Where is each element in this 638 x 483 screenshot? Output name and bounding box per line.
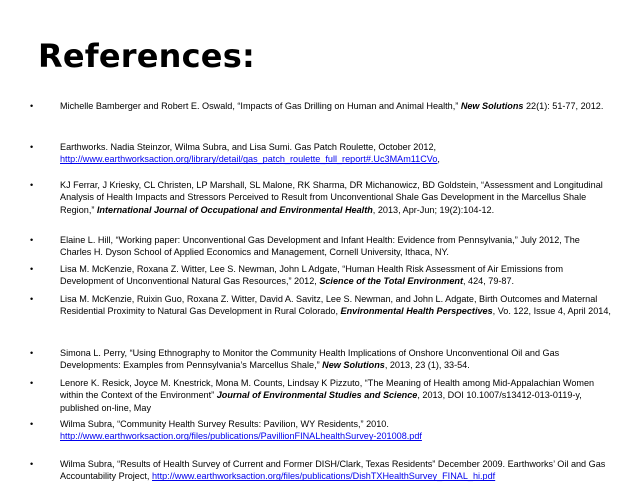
journal-title: New Solutions <box>460 101 524 111</box>
bullet-marker: • <box>30 264 34 274</box>
reference-text: Lenore K. Resick, Joyce M. Knestrick, Mona M. Counts, Lindsay K Pizzuto, “The Meaning of Health among Mid-Appalachian Women within the Context of the Environment” <box>60 378 595 401</box>
reference-link[interactable]: http://www.earthworksaction.org/library/detail/gas_patch_roulette_full_report#.Uc3MAm11CVo <box>60 154 438 165</box>
bullet-marker: • <box>30 180 34 190</box>
reference-text: , 424, 79-87. <box>462 276 515 287</box>
reference-text: Lisa M. McKenzie, Ruixin Guo, Roxana Z. Witter, David A. Savitz, Lee S. Newman, and John L. Adgate, Birth Outcomes and Maternal Residential Proximity to Natural Gas Development in Rural Colorado, <box>60 294 598 317</box>
reference-item <box>30 234 612 259</box>
bullet-marker: • <box>30 294 34 304</box>
reference-text: Simona L. Perry, “Using Ethnography to Monitor the Community Health Implications of Onshore Unconventional Oil and Gas Developments: Examples from Pennsylvania’s Marcellus Shale,” <box>60 348 560 371</box>
reference-text: , 2013, 23 (1), 33-54. <box>384 360 470 371</box>
bullet-marker: • <box>30 378 34 388</box>
reference-item <box>30 141 612 166</box>
reference-item <box>30 263 612 288</box>
reference-item <box>30 293 612 318</box>
reference-link[interactable]: http://www.earthworksaction.org/files/publications/PavillionFINALhealthSurvey-201008.pdf <box>60 431 422 442</box>
reference-item <box>30 100 612 112</box>
reference-text: Wilma Subra, “Results of Health Survey of Current and Former DISH/Clark, Texas Residents” December 2009. Earthworks’ Oil and Gas Accountability Project, <box>60 459 606 482</box>
reference-item <box>30 377 612 414</box>
reference-text: Lisa M. McKenzie, Roxana Z. Witter, Lee S. Newman, John L Adgate, “Human Health Risk Assessment of Air Emissions from Development of Unconventional Natural Gas Resources,” 2012, <box>60 264 564 287</box>
journal-title: New Solutions <box>322 360 385 371</box>
bullet-marker: • <box>30 459 34 469</box>
reference-text: Wilma Subra, “Community Health Survey Results: Pavilion, WY Residents,” 2010. <box>60 419 389 429</box>
journal-title: Journal of Environmental Studies and Science <box>216 390 418 401</box>
reference-text: KJ Ferrar, J Kriesky, CL Christen, LP Marshall, SL Malone, RK Sharma, DR Michanowicz, BD Goldstein, “Assessment and Longitudinal Analysis of Health Impacts and Stressors Perceived to Result from Unconventional Shale Gas Development in the Marcellus Shale Region,” <box>60 180 603 215</box>
bullet-marker: • <box>30 419 34 429</box>
reference-item <box>30 179 612 216</box>
bullet-marker: • <box>30 101 34 111</box>
bullet-marker: • <box>30 348 34 358</box>
reference-link[interactable]: http://www.earthworksaction.org/files/publications/DishTXHealthSurvey_FINAL_hi.pdf <box>152 471 496 482</box>
reference-text: 22(1): 51-77, 2012. <box>523 101 604 111</box>
page-title: References: <box>38 37 255 75</box>
reference-text: , 2013, DOI 10.1007/s13412-013-0119-y, published on-line, May <box>60 390 582 413</box>
reference-text: , <box>437 154 440 165</box>
reference-item <box>30 347 612 372</box>
journal-title: Environmental Health Perspectives <box>340 306 493 317</box>
bullet-marker: • <box>30 142 34 152</box>
reference-text: Earthworks. Nadia Steinzor, Wilma Subra, and Lisa Sumi. Gas Patch Roulette, October 2012, <box>60 142 437 152</box>
journal-title: Science of the Total Environment <box>319 276 463 287</box>
reference-item <box>30 418 612 443</box>
journal-title: International Journal of Occupational and Environmental Health <box>96 204 373 215</box>
reference-item <box>30 458 612 483</box>
reference-text: , Vo. 122, Issue 4, April 2014, <box>492 306 611 317</box>
reference-text: Michelle Bamberger and Robert E. Oswald, “Impacts of Gas Drilling on Human and Animal Health,” <box>60 101 461 111</box>
reference-text: , 2013, Apr-Jun; 19(2):104-12. <box>372 204 495 215</box>
bullet-marker: • <box>30 235 34 245</box>
reference-text: Elaine L. Hill, “Working paper: Unconventional Gas Development and Infant Health: Evidence from Pennsylvania,” July 2012, The Charles H. Dyson School of Applied Economics and Management, Cornell University, Ithaca, NY. <box>60 235 580 258</box>
